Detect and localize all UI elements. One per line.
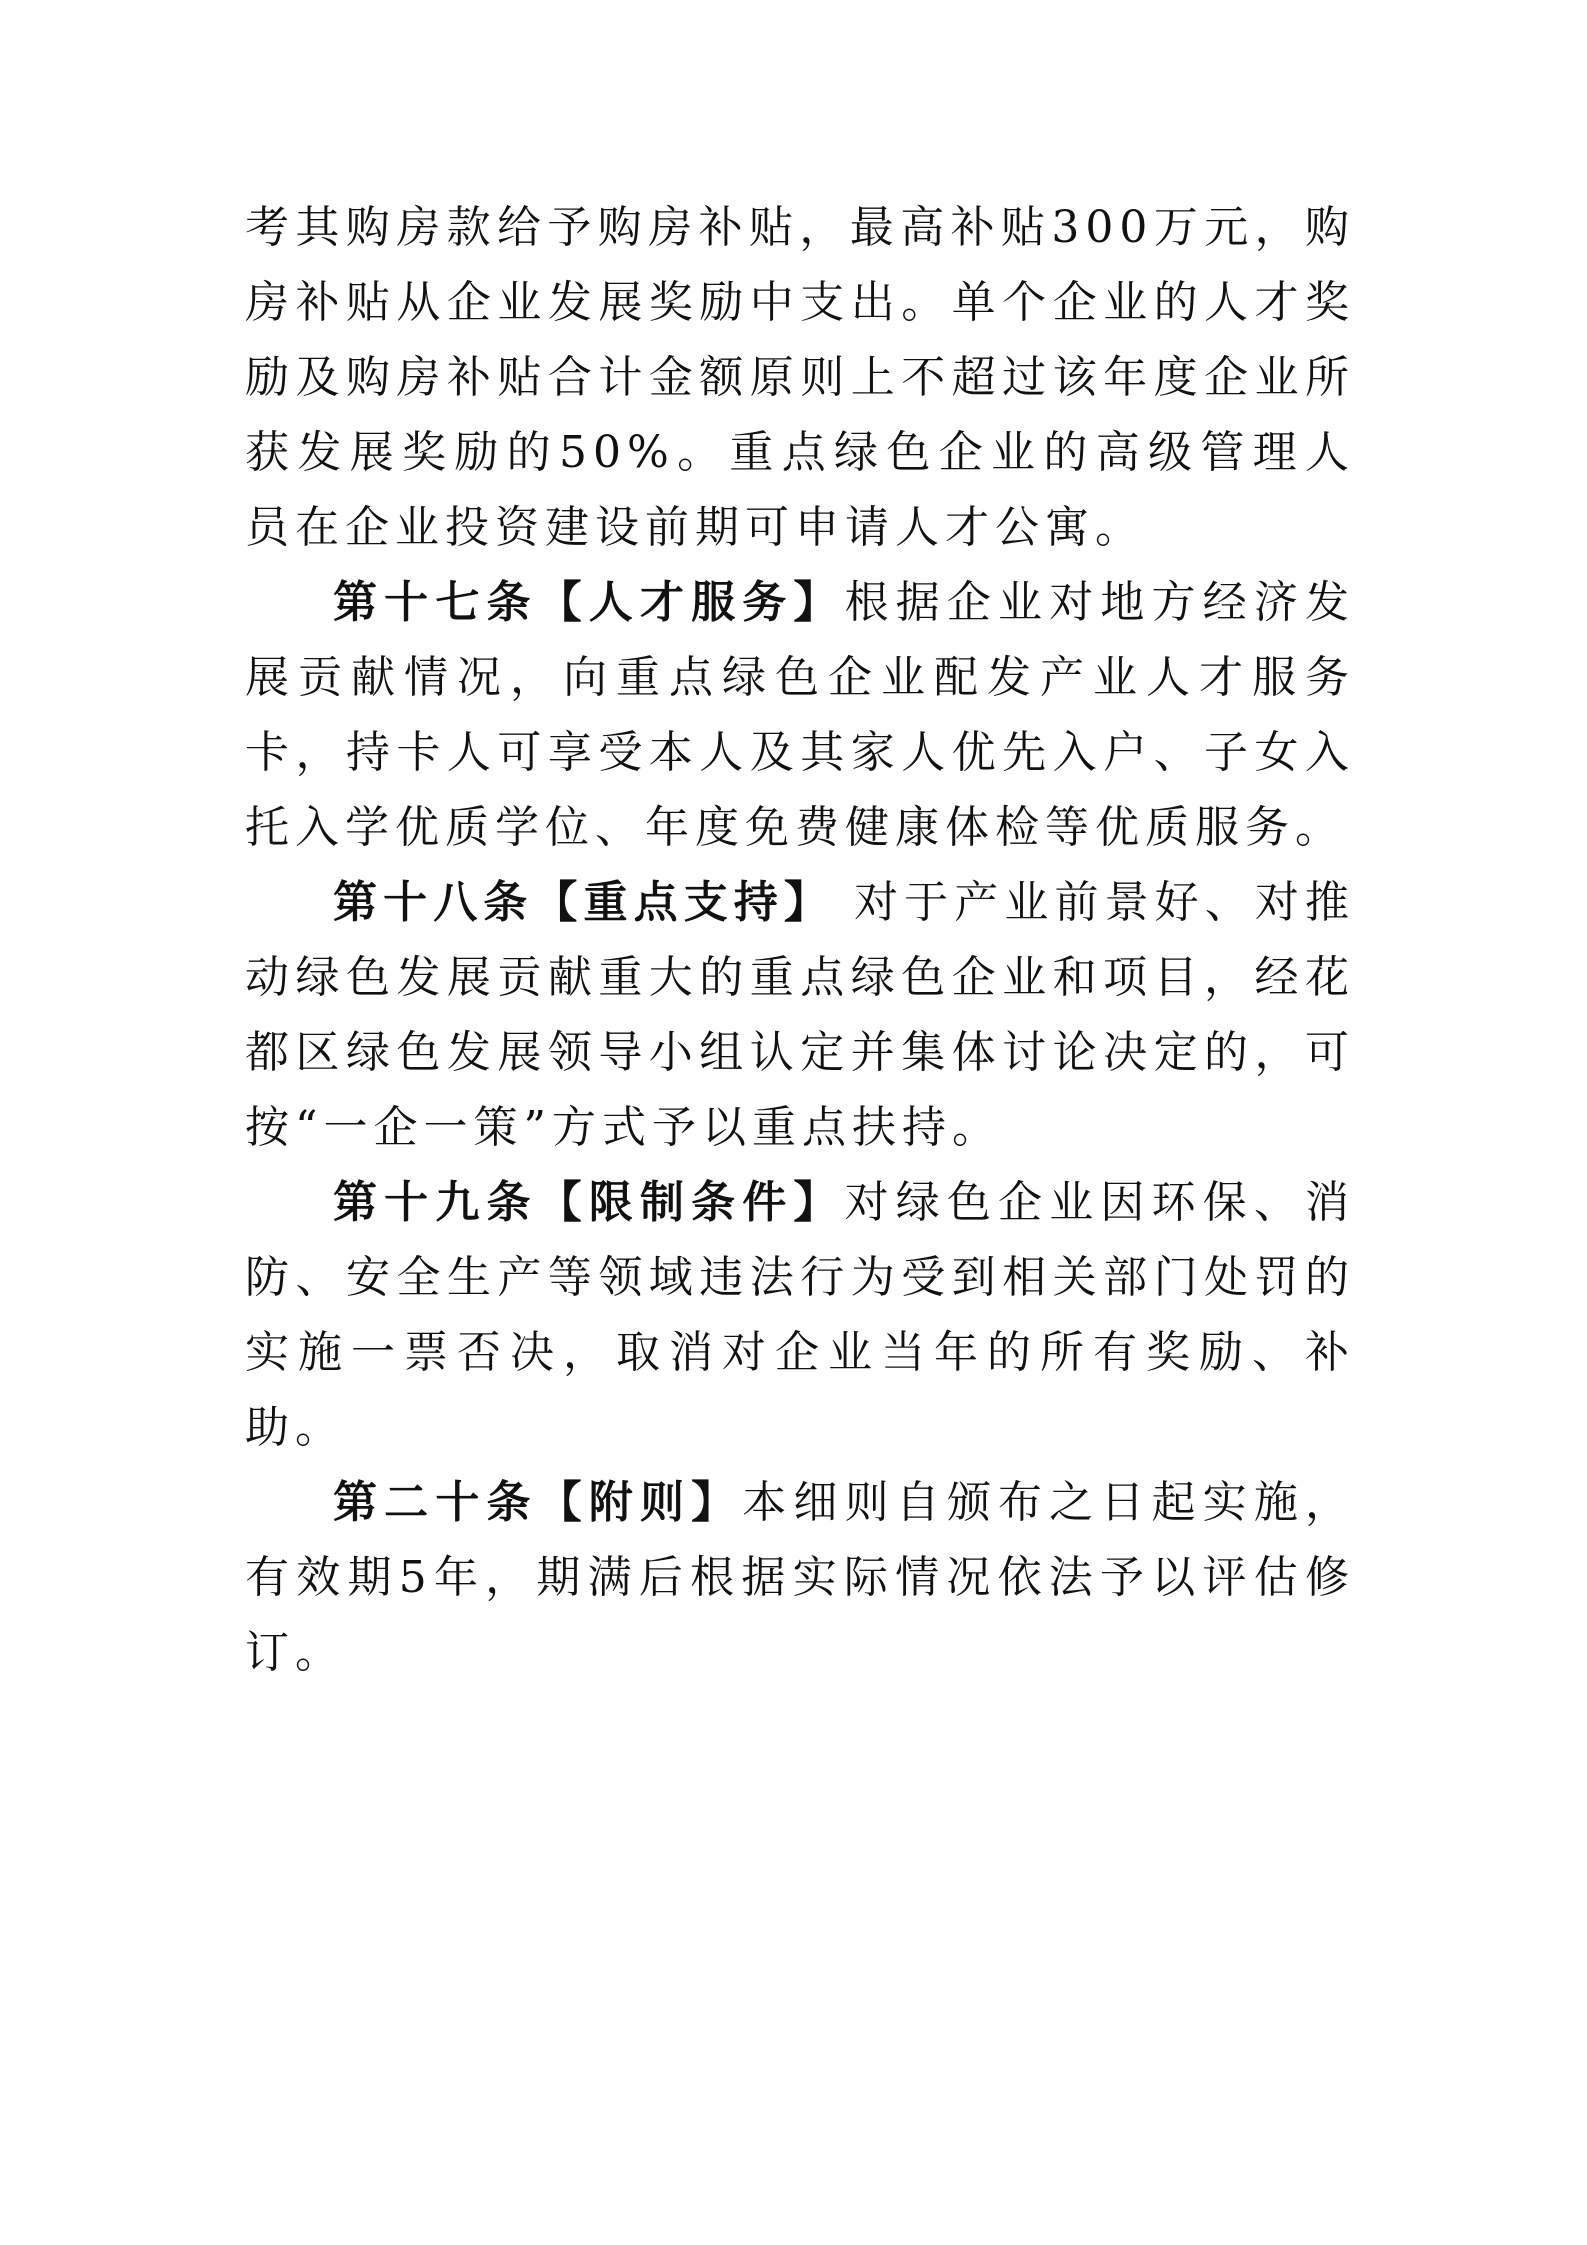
article-20 (245, 1465, 1355, 1690)
paragraph-text: 考其购房款给予购房补贴，最高补贴300万元，购房补贴从企业发展奖励中支出。单个企业的人才奖励及购房补贴合计金额原则上不超过该年度企业所获发展奖励的50%。重点绿色企业的高级管理人员在企业投资建设前期可申请人才公寓。 (245, 202, 1355, 553)
article-heading: 第十八条【重点支持】 (333, 877, 834, 928)
document-page (245, 190, 1355, 1690)
article-heading: 第十九条【限制条件】 (333, 1177, 845, 1228)
article-18 (245, 865, 1355, 1165)
paragraph-continued (245, 190, 1355, 565)
article-text: 对绿色企业因环保、消防、安全生产等领域违法行为受到相关部门处罚的实施一票否决，取消对企业当年的所有奖励、补助。 (245, 1177, 1355, 1453)
article-17 (245, 565, 1355, 865)
article-text: 对于产业前景好、对推动绿色发展贡献重大的重点绿色企业和项目，经花都区绿色发展领导小组认定并集体讨论决定的，可按“一企一策”方式予以重点扶持。 (245, 877, 1355, 1153)
article-19 (245, 1165, 1355, 1465)
article-heading: 第十七条【人才服务】 (333, 577, 845, 628)
article-heading: 第二十条【附则】 (333, 1477, 743, 1528)
article-text: 根据企业对地方经济发展贡献情况，向重点绿色企业配发产业人才服务卡，持卡人可享受本人及其家人优先入户、子女入托入学优质学位、年度免费健康体检等优质服务。 (245, 577, 1355, 853)
article-text: 本细则自颁布之日起实施，有效期5年，期满后根据实际情况依法予以评估修订。 (245, 1477, 1356, 1678)
